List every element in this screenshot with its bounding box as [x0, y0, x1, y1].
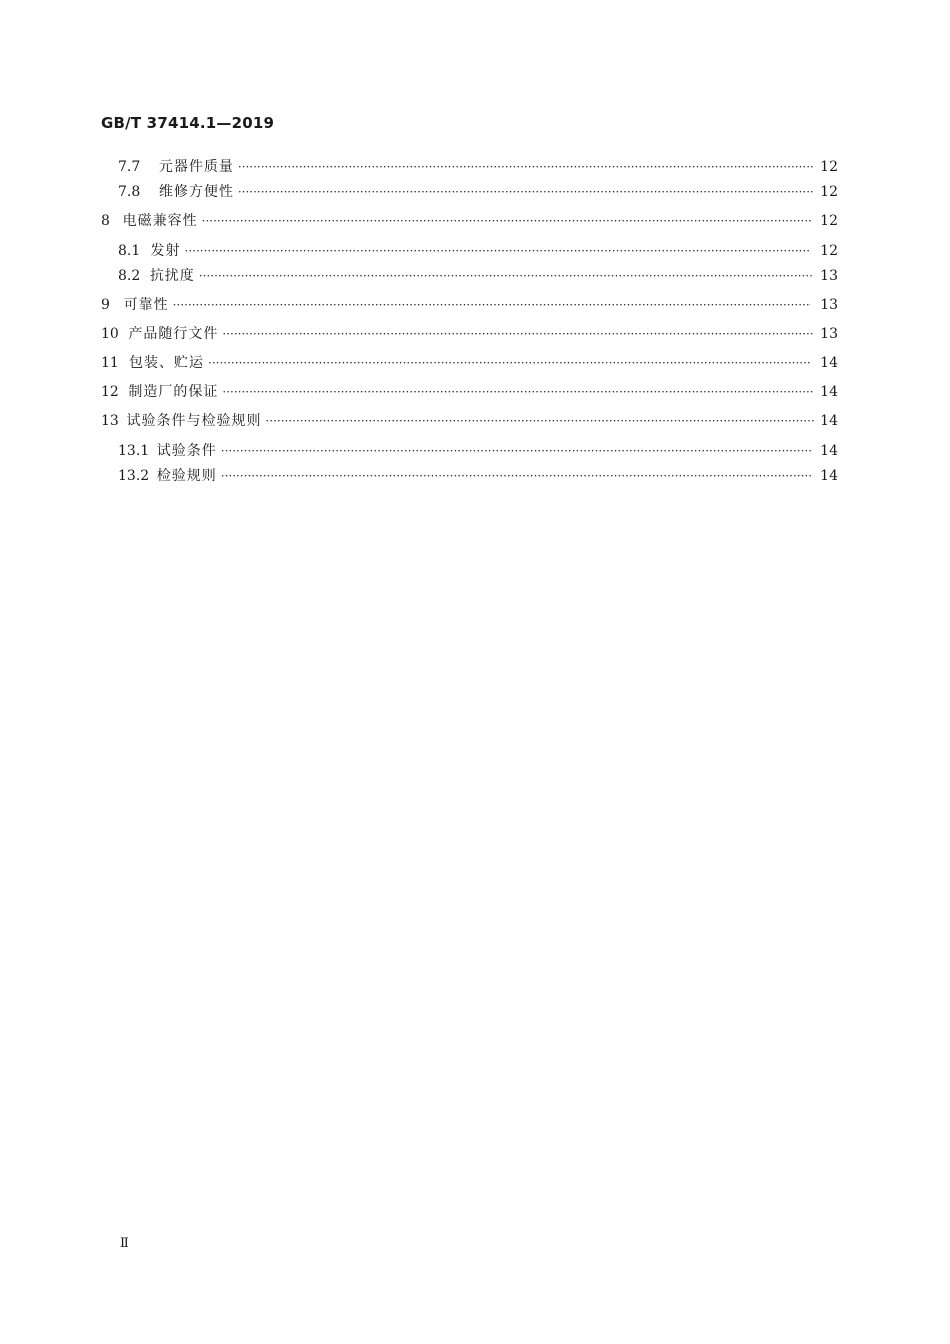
- toc-entry-number: 12: [101, 384, 119, 400]
- toc-entry-number: 7.7: [118, 159, 141, 175]
- toc-entry-page: 14: [820, 384, 838, 400]
- toc-entry-number: 8: [101, 213, 110, 229]
- toc-entry-number: 8.2: [118, 268, 141, 284]
- page-number-footer: Ⅱ: [120, 1236, 129, 1251]
- toc-entry-number: 7.8: [118, 184, 141, 200]
- toc-entry-title: 维修方便性: [158, 184, 234, 200]
- toc-dot-leader: [208, 353, 812, 373]
- toc-entry-page: 14: [820, 468, 838, 484]
- toc-dot-leader: [199, 266, 812, 286]
- toc-entry-number: 11: [101, 355, 119, 371]
- toc-entry-title: 试验条件: [156, 443, 217, 459]
- standard-number-header: GB/T 37414.1—2019: [101, 114, 275, 132]
- toc-dot-leader: [221, 466, 813, 486]
- toc-entry-13[interactable]: [101, 411, 838, 431]
- toc-entry-page: 13: [820, 297, 839, 313]
- toc-entry-7-7[interactable]: [118, 157, 838, 177]
- toc-entry-title: 包装、贮运: [129, 355, 205, 371]
- toc-entry-11[interactable]: [101, 353, 838, 373]
- toc-entry-page: 13: [820, 268, 838, 284]
- toc-entry-13-2[interactable]: [118, 466, 838, 486]
- toc-entry-number: 8.1: [118, 243, 141, 259]
- toc-entry-12[interactable]: [101, 382, 838, 402]
- toc-dot-leader: [202, 211, 812, 231]
- toc-entry-number: 9: [101, 297, 110, 313]
- toc-entry-title: 制造厂的保证: [128, 384, 219, 400]
- toc-entry-page: 12: [820, 213, 838, 229]
- toc-entry-9[interactable]: [101, 295, 838, 315]
- toc-entry-page: 12: [820, 243, 838, 259]
- toc-dot-leader: [222, 382, 812, 402]
- toc-entry-page: 12: [820, 159, 838, 175]
- toc-entry-7-8[interactable]: [118, 182, 838, 202]
- toc-entry-title: 产品随行文件: [128, 326, 219, 342]
- toc-entry-8-2[interactable]: [118, 266, 838, 286]
- toc-entry-page: 14: [820, 355, 838, 371]
- toc-entry-number: 13.2: [118, 468, 150, 484]
- toc-entry-page: 14: [820, 413, 838, 429]
- toc-dot-leader: [173, 295, 811, 315]
- toc-dot-leader: [221, 441, 813, 461]
- toc-entry-title: 可靠性: [123, 297, 169, 313]
- toc-entry-title: 抗扰度: [149, 268, 195, 284]
- toc-entry-number: 10: [101, 326, 119, 342]
- toc-dot-leader: [238, 157, 813, 177]
- toc-entry-13-1[interactable]: [118, 441, 838, 461]
- toc-entry-number: 13.1: [118, 443, 150, 459]
- toc-entry-title: 电磁兼容性: [122, 213, 198, 229]
- toc-entry-title: 试验条件与检验规则: [126, 413, 262, 429]
- toc-entry-page: 14: [820, 443, 838, 459]
- toc-entry-page: 12: [820, 184, 838, 200]
- toc-entry-page: 13: [820, 326, 838, 342]
- toc-dot-leader: [222, 324, 812, 344]
- toc-dot-leader: [265, 411, 814, 431]
- toc-entry-8-1[interactable]: [118, 241, 838, 261]
- toc-dot-leader: [238, 182, 813, 202]
- toc-entry-8[interactable]: [101, 211, 838, 231]
- toc-entry-title: 发射: [150, 243, 181, 259]
- toc-entry-number: 13: [101, 413, 119, 429]
- toc-entry-10[interactable]: [101, 324, 838, 344]
- toc-entry-title: 元器件质量: [158, 159, 234, 175]
- toc-entry-title: 检验规则: [156, 468, 217, 484]
- toc-dot-leader: [185, 241, 812, 261]
